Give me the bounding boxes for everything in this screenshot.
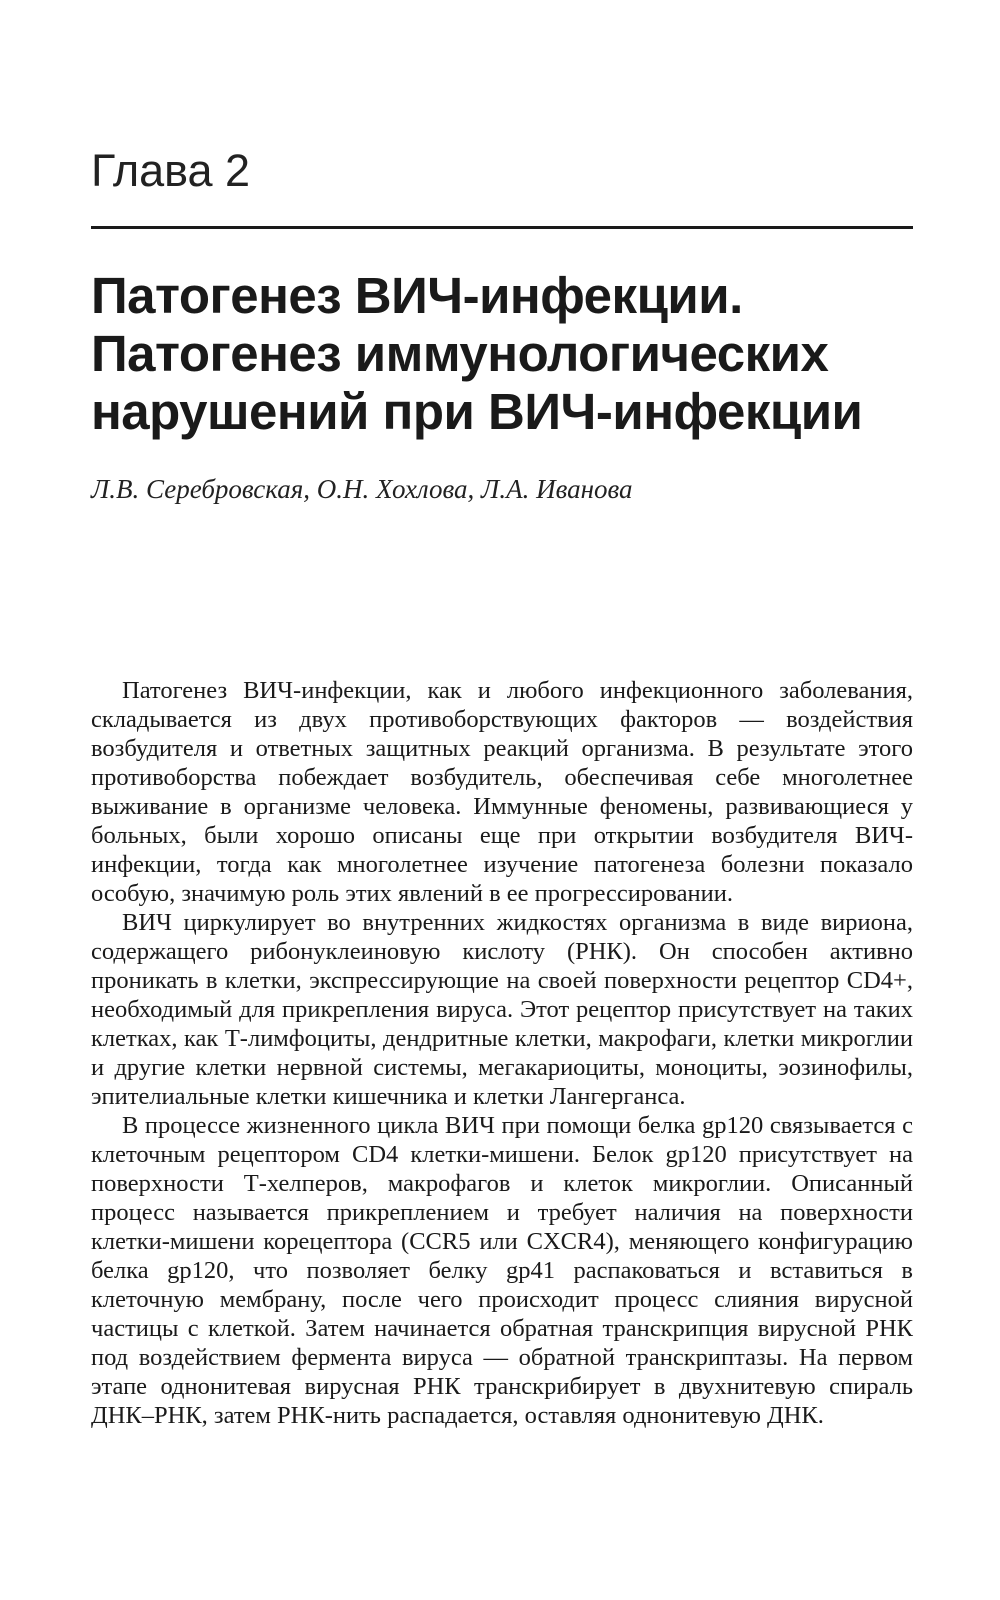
paragraph: Патогенез ВИЧ-инфекции, как и любого инфекционного заболевания, складывается из двух противоборствующих факторов — воздействия возбудителя и ответных защитных реакций организма. В результате этого противоборства побеждает возбудитель, обеспечивая себе многолетнее выживание в организме человека. Иммунные феномены, развивающиеся у больных, были хорошо описаны еще при открытии возбудителя ВИЧ-инфекции, тогда как многолетнее изучение патогенеза болезни показало особую, значимую роль этих явлений в ее прогрессировании. [91,677,913,907]
title-divider [91,226,913,229]
chapter-title [91,267,931,441]
chapter-title-line: нарушений при ВИЧ-инфекции [91,383,863,440]
chapter-authors: Л.В. Серебровская, О.Н. Хохлова, Л.А. Иванова [91,474,633,504]
paragraph: В процессе жизненного цикла ВИЧ при помощи белка gp120 связывается с клеточным рецептором CD4 клетки-мишени. Белок gp120 присутствует на поверхности Т-хелперов, макрофагов и клеток микроглии. Описанный процесс называется прикреплением и требует наличия на поверхности клетки-мишени корецептора (CCR5 или CXCR4), меняющего конфигурацию белка gp120, что позволяет белку gp41 распаковаться и вставиться в клеточную мембрану, после чего происходит процесс слияния вирусной частицы с клеткой. Затем начинается обратная транскрипция вирусной РНК под воздействием фермента вируса — обратной транскриптазы. На первом этапе однонитевая вирусная РНК транскрибирует в двухнитевую спираль ДНК–РНК, затем РНК-нить распадается, оставляя однонитевую ДНК. [91,1112,913,1429]
body-text [91,676,913,1430]
chapter-title-line: Патогенез ВИЧ-инфекции. [91,267,743,324]
paragraph: ВИЧ циркулирует во внутренних жидкостях организма в виде вириона, содержащего рибонуклеиновую кислоту (РНК). Он способен активно проникать в клетки, экспрессирующие на своей поверхности рецептор CD4+, необходимый для прикрепления вируса. Этот рецептор присутствует на таких клетках, как Т-лимфоциты, дендритные клетки, макрофаги, клетки микроглии и другие клетки нервной системы, мегакариоциты, моноциты, эозинофилы, эпителиальные клетки кишечника и клетки Лангерганса. [91,909,913,1110]
chapter-title-line: Патогенез иммунологических [91,325,829,382]
chapter-number: Глава 2 [91,145,251,196]
